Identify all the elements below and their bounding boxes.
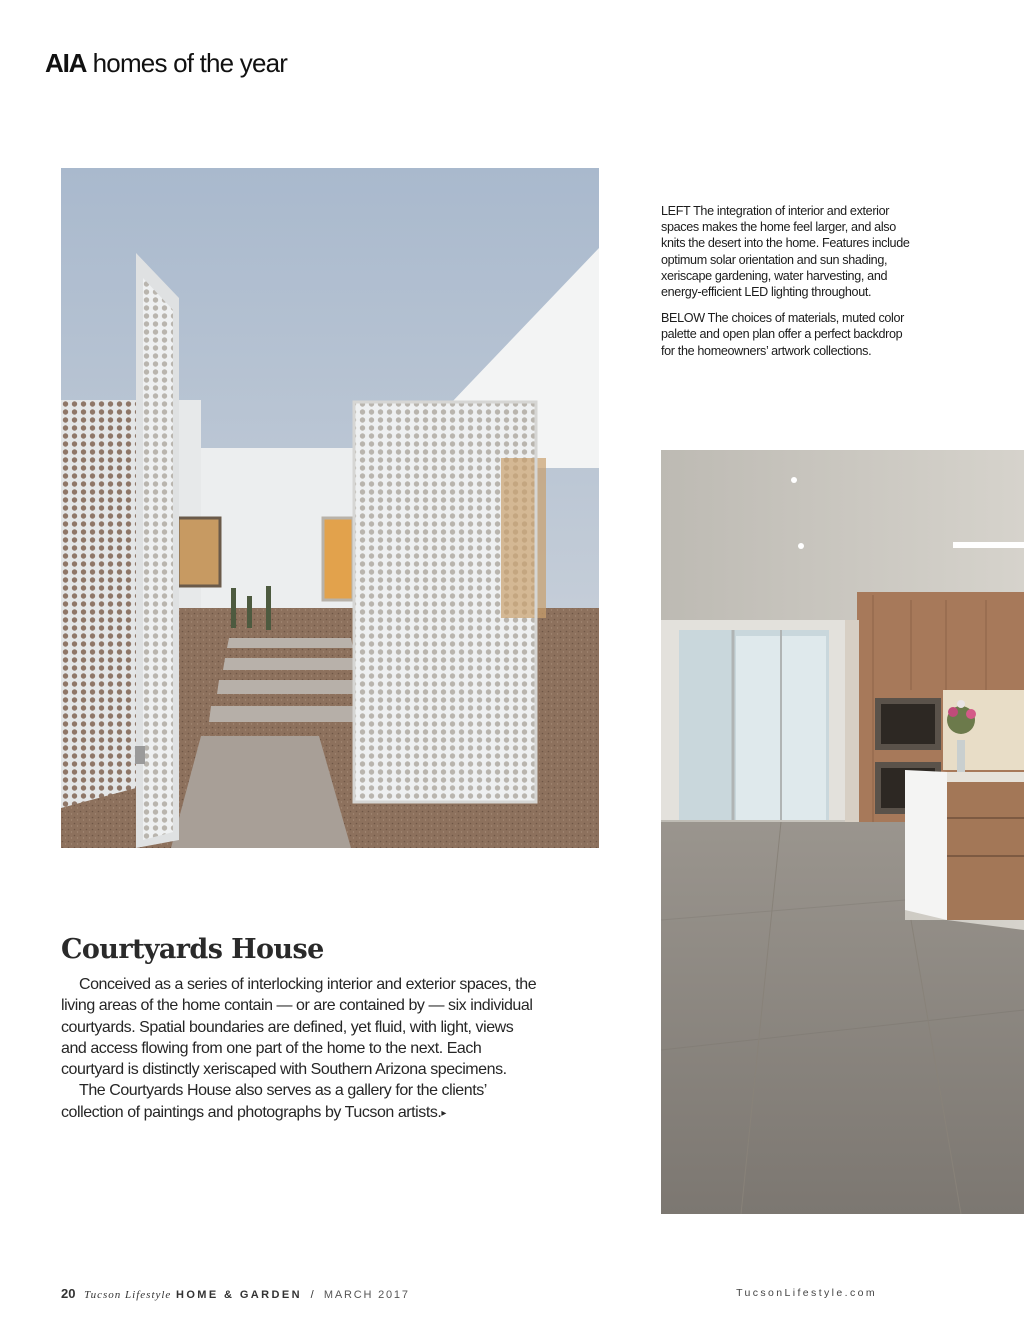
magazine-name: Tucson Lifestyle	[84, 1289, 172, 1301]
article-body	[61, 974, 541, 1124]
caption-left-lead: LEFT	[661, 204, 691, 218]
kitchen-interior-illustration	[661, 450, 1024, 1214]
page-number: 20	[61, 1286, 76, 1301]
article-paragraph-1: Conceived as a series of interlocking interior and exterior spaces, the living areas of the home contain — or are contained by — six individual courtyards. Spatial boundaries are defined, yet fluid, with light, views and access flowing from one part of the home to the next. Each courtyard is distinctly xeriscaped with Southern Arizona specimens.	[61, 976, 537, 1079]
photo-captions	[661, 203, 919, 369]
magazine-section: HOME & GARDEN	[175, 1289, 302, 1301]
folio-separator: /	[310, 1289, 316, 1301]
footer-folio	[61, 1286, 410, 1301]
caption-below-text: The choices of materials, muted color palette and open plan offer a perfect backdrop for the homeowners’ artwork collections.	[661, 311, 905, 358]
article-paragraph-2-text: The Courtyards House also serves as a gallery for the clients’ collection of paintings and photographs by Tucson artists.	[61, 1082, 487, 1121]
caption-left	[661, 203, 919, 300]
article-title: Courtyards House	[61, 934, 324, 965]
header-title: homes of the year	[92, 48, 288, 78]
end-mark-icon: ▸	[441, 1107, 446, 1119]
courtyard-exterior-photo	[61, 168, 599, 848]
caption-below-lead: BELOW	[661, 311, 705, 326]
caption-below	[661, 310, 919, 359]
caption-left-text: The integration of interior and exterior spaces makes the home feel larger, and also knits the desert into the home. Features include optimum solar orientation and sun shading, xeriscape gardening, water harvesting, and energy-efficient LED lighting throughout.	[661, 204, 910, 300]
article-paragraph-2	[61, 1080, 541, 1124]
issue-date: MARCH 2017	[323, 1289, 410, 1301]
section-header	[45, 48, 287, 79]
courtyard-exterior-illustration	[61, 168, 599, 848]
footer-website: TucsonLifestyle.com	[736, 1287, 877, 1299]
kitchen-interior-photo	[661, 450, 1024, 1214]
header-brand: AIA	[45, 48, 87, 78]
